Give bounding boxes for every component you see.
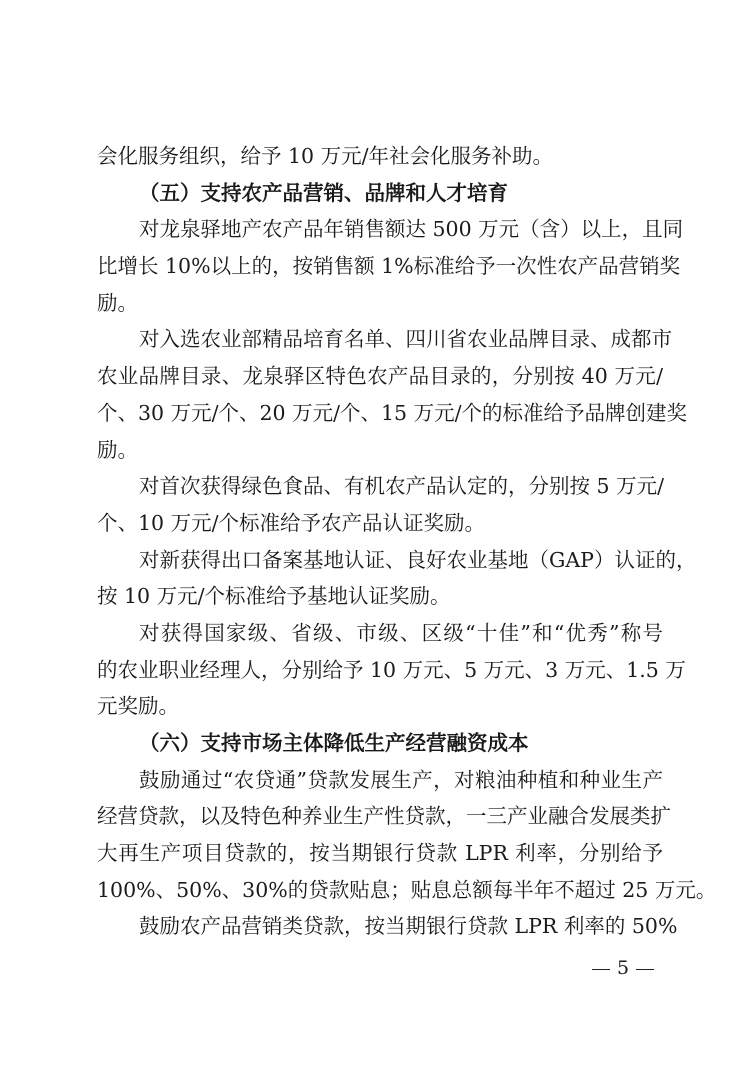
paragraph-line: 对入选农业部精品培育名单、四川省农业品牌目录、成都市	[139, 327, 672, 352]
paragraph-line: 个、10 万元/个标准给予农产品认证奖励。	[97, 510, 486, 535]
paragraph-line: 100%、50%、30%的贷款贴息；贴息总额每半年不超过 25 万元。	[97, 877, 717, 902]
page-number-dash-left	[592, 969, 610, 970]
paragraph-line: 会化服务组织，给予 10 万元/年社会化服务补助。	[97, 144, 554, 168]
paragraph-line: 对首次获得绿色食品、有机农产品认定的，分别按 5 万元/	[139, 474, 664, 499]
paragraph-line: 经营贷款，以及特色种养业生产性贷款，一三产业融合发展类扩	[97, 804, 671, 829]
paragraph-line: 励。	[97, 437, 138, 462]
paragraph-line: 鼓励农产品营销类贷款，按当期银行贷款 LPR 利率的 50%	[139, 914, 678, 939]
paragraph-line: 个、30 万元/个、20 万元/个、15 万元/个的标准给予品牌创建奖	[97, 400, 688, 425]
paragraph-line: 农业品牌目录、龙泉驿区特色农产品目录的，分别按 40 万元/	[97, 364, 663, 389]
paragraph-line: 鼓励通过“农贷通”贷款发展生产，对粮油种植和种业生产	[139, 767, 663, 792]
paragraph-line: 的农业职业经理人，分别给予 10 万元、5 万元、3 万元、1.5 万	[97, 657, 686, 682]
section-heading: （六）支持市场主体降低生产经营融资成本	[139, 731, 529, 755]
paragraph-line: 对龙泉驿地产农产品年销售额达 500 万元（含）以上，且同	[139, 217, 684, 242]
paragraph-line: 大再生产项目贷款的，按当期银行贷款 LPR 利率，分别给予	[97, 841, 663, 866]
page-number-value: 5	[617, 957, 630, 979]
paragraph-line: 对获得国家级、省级、市级、区级“十佳”和“优秀”称号	[139, 620, 663, 645]
paragraph-line: 对新获得出口备案基地认证、良好农业基地（GAP）认证的，	[139, 547, 697, 572]
paragraph-line: 元奖励。	[97, 694, 179, 719]
document-body	[97, 138, 717, 945]
paragraph-line: 励。	[97, 290, 138, 315]
page-number-dash-right	[636, 969, 654, 970]
paragraph-line: 比增长 10%以上的，按销售额 1%标准给予一次性农产品营销奖	[97, 254, 681, 279]
page-number	[585, 953, 661, 983]
paragraph-line: 按 10 万元/个标准给予基地认证奖励。	[97, 584, 451, 609]
section-heading: （五）支持农产品营销、品牌和人才培育	[139, 180, 508, 205]
